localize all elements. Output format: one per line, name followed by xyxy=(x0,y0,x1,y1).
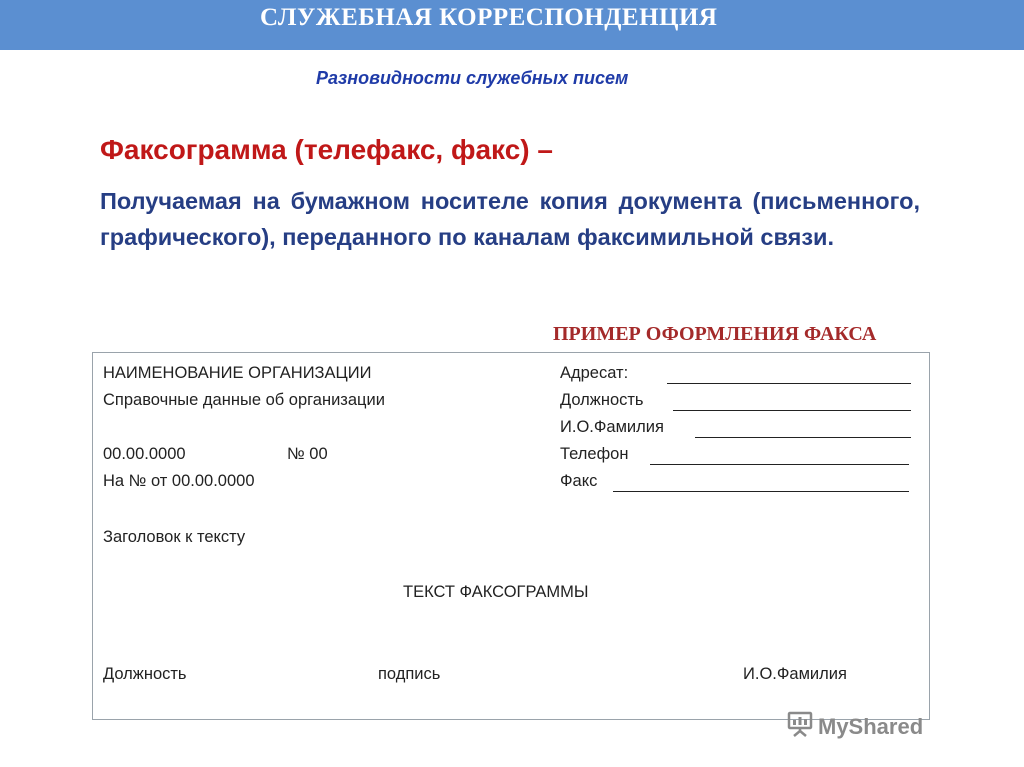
term-heading: Факсограмма (телефакс, факс) – xyxy=(100,134,553,165)
position-label: Должность xyxy=(560,391,644,409)
fax-line xyxy=(613,491,909,492)
fio-label: И.О.Фамилия xyxy=(560,418,664,436)
signature: подпись xyxy=(378,665,441,683)
example-heading: ПРИМЕР ОФОРМЛЕНИЯ ФАКСА xyxy=(553,323,877,345)
watermark-text: MyShared xyxy=(818,713,924,739)
fax-body-text: ТЕКСТ ФАКСОГРАММЫ xyxy=(403,583,589,601)
doc-number: № 00 xyxy=(287,445,328,463)
position-line xyxy=(673,410,911,411)
org-info: Справочные данные об организации xyxy=(103,391,385,409)
fax-form-sample xyxy=(92,352,930,720)
slide-subtitle: Разновидности служебных писем xyxy=(316,68,629,88)
org-name: НАИМЕНОВАНИЕ ОРГАНИЗАЦИИ xyxy=(103,364,372,382)
phone-label: Телефон xyxy=(560,445,629,463)
fio-line xyxy=(695,437,911,438)
watermark xyxy=(786,710,923,743)
addressee-label: Адресат: xyxy=(560,364,629,382)
phone-line xyxy=(650,464,909,465)
presentation-board-icon xyxy=(786,710,814,743)
text-heading: Заголовок к тексту xyxy=(103,528,246,546)
signature-position: Должность xyxy=(103,665,187,683)
term-definition: Получаемая на бумажном носителе копия документа (письменного, графического), переданного по каналам факсимильной связи. xyxy=(100,188,920,250)
reference-number: На № от 00.00.0000 xyxy=(103,472,255,490)
signature-fio: И.О.Фамилия xyxy=(743,665,847,683)
addressee-line xyxy=(667,383,911,384)
header-bar xyxy=(0,0,1024,50)
slide-title: СЛУЖЕБНАЯ КОРРЕСПОНДЕНЦИЯ xyxy=(260,4,718,31)
doc-date: 00.00.0000 xyxy=(103,445,186,463)
fax-label: Факс xyxy=(560,472,598,490)
